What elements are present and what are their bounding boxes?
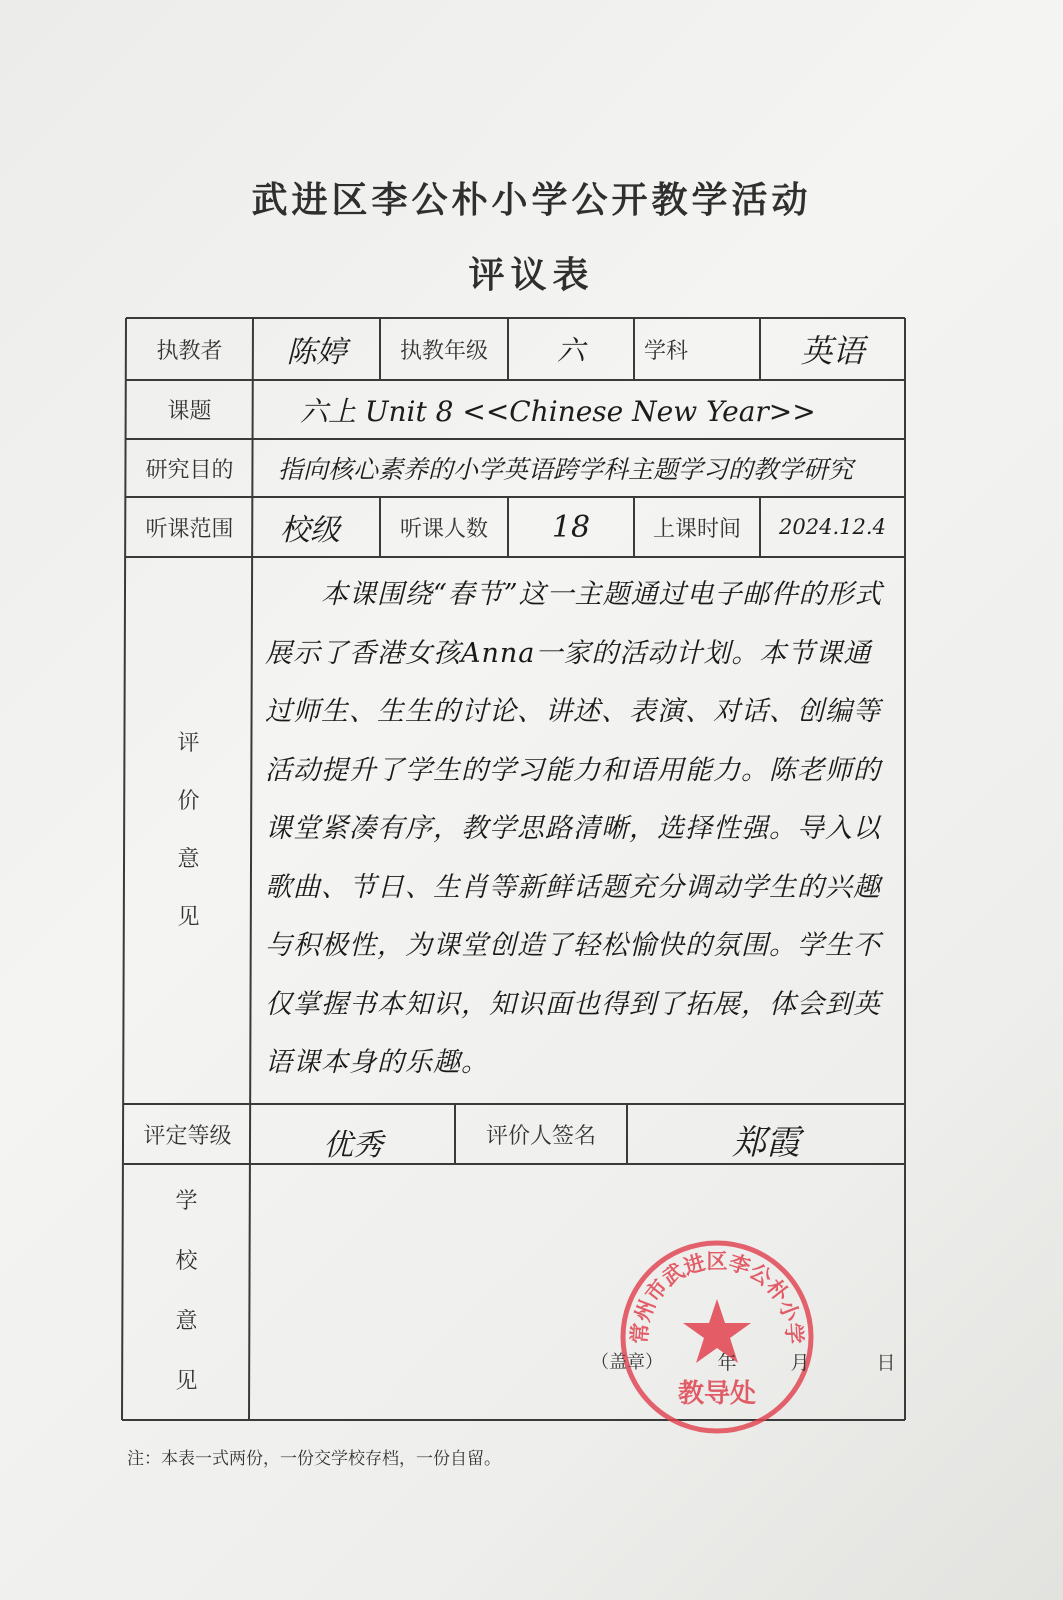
year-label: 年 bbox=[717, 1351, 737, 1374]
scope-label: 听课范围 bbox=[145, 516, 234, 542]
attendees-label: 听课人数 bbox=[399, 516, 488, 542]
class-time-value: 2024.12.4 bbox=[779, 515, 886, 539]
form-subtitle: 评议表 bbox=[468, 255, 595, 296]
grade-label: 执教年级 bbox=[399, 338, 488, 364]
evaluation-comments: 本课围绕“春节”这一主题通过电子邮件的形式展示了香港女孩Anna一家的活动计划。本节课通过师生、生生的讨论、讲述、表演、对话、创编等活动提升了学生的学习能力和语用能力。陈老师的课堂紧凑有序，教学思路清晰，选择性强。导入以歌曲、节日、生肖等新鲜话题充分调动学生的兴趣与积极性，为课堂创造了轻松愉快的氛围。学生不仅掌握书本知识，知识面也得到了拓展，体会到英语课本身的乐趣。 bbox=[265, 579, 883, 1078]
evaluation-label-char: 见 bbox=[177, 904, 200, 930]
school-opinion-label-char: 校 bbox=[175, 1249, 198, 1274]
scope-value: 校级 bbox=[280, 513, 340, 548]
topic-value: 六上 Unit 8 <<Chinese New Year>> bbox=[300, 394, 816, 428]
day-label: 日 bbox=[876, 1351, 896, 1374]
evaluation-label-char: 意 bbox=[177, 846, 200, 872]
evaluator-sign-label: 评价人签名 bbox=[485, 1123, 596, 1149]
evaluator-signature: 郑霞 bbox=[732, 1122, 800, 1163]
rating-label: 评定等级 bbox=[143, 1123, 232, 1149]
seal-department: 教导处 bbox=[677, 1379, 757, 1409]
topic-label: 课题 bbox=[167, 399, 212, 424]
teacher-value: 陈婷 bbox=[286, 335, 347, 370]
official-seal bbox=[617, 1237, 817, 1437]
rating-value: 优秀 bbox=[323, 1128, 383, 1163]
grade-value: 六 bbox=[556, 334, 585, 367]
school-opinion-label-char: 意 bbox=[175, 1309, 198, 1334]
school-opinion-label-char: 学 bbox=[175, 1189, 198, 1214]
class-time-label: 上课时间 bbox=[652, 516, 741, 542]
seal-label: （盖章） bbox=[591, 1352, 663, 1373]
evaluation-label-char: 价 bbox=[177, 788, 200, 814]
school-opinion-label bbox=[124, 1164, 249, 1420]
subject-label: 学科 bbox=[644, 338, 689, 364]
attendees-value: 18 bbox=[551, 509, 591, 545]
school-opinion-label-char: 见 bbox=[175, 1369, 198, 1394]
subject-value: 英语 bbox=[800, 332, 865, 370]
purpose-label: 研究目的 bbox=[145, 457, 234, 483]
evaluation-label-char: 评 bbox=[177, 730, 200, 756]
teacher-label: 执教者 bbox=[156, 338, 223, 364]
footer-note: 注：本表一式两份，一份交学校存档，一份自留。 bbox=[127, 1449, 501, 1469]
month-label: 月 bbox=[790, 1351, 810, 1374]
purpose-value: 指向核心素养的小学英语跨学科主题学习的教学研究 bbox=[278, 455, 854, 484]
seal-text: 常州市武进区李公朴小学 bbox=[627, 1249, 807, 1345]
evaluation-label bbox=[126, 557, 251, 1104]
form-title: 武进区李公朴小学公开教学活动 bbox=[251, 180, 812, 221]
